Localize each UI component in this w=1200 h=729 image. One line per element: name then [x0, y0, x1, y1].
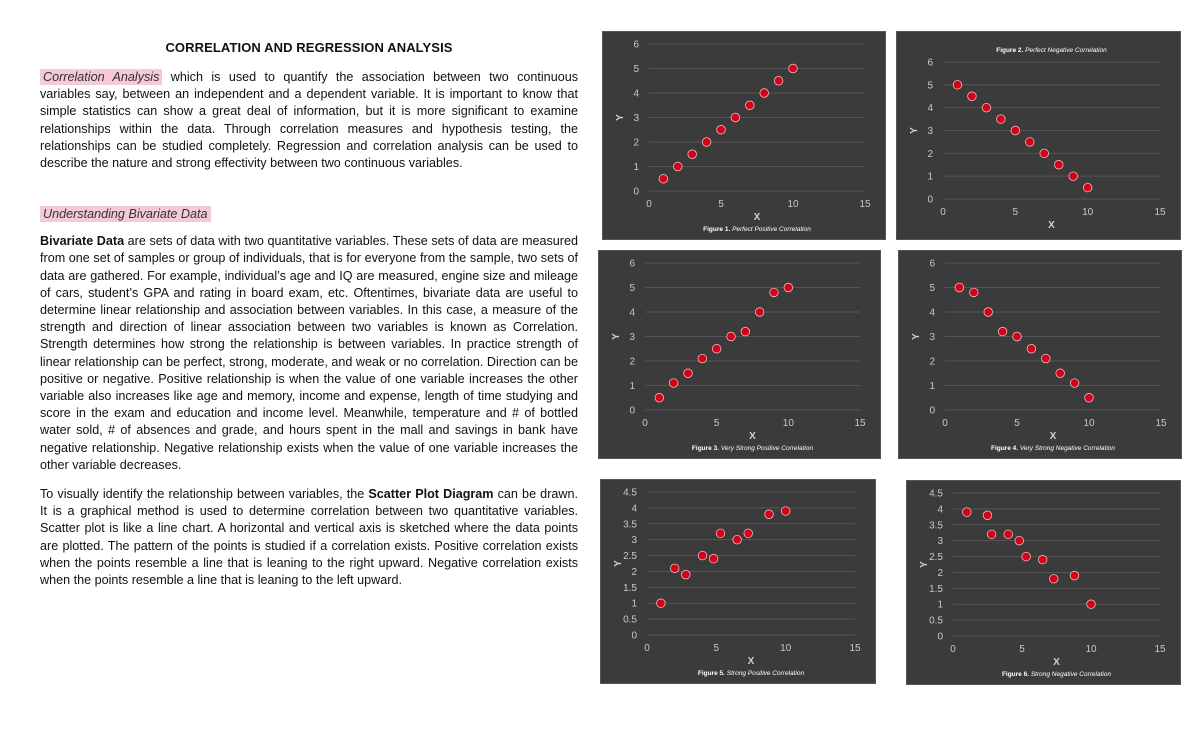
data-point [953, 81, 962, 90]
data-point [744, 529, 753, 538]
figure-caption [692, 445, 814, 452]
x-axis-label: X [749, 431, 756, 442]
x-tick-label: 15 [849, 643, 861, 654]
y-tick-label: 2 [927, 148, 933, 160]
y-tick-label: 0 [929, 405, 935, 417]
y-tick-label: 1 [631, 598, 637, 610]
data-point [789, 64, 798, 73]
data-point [709, 554, 718, 563]
bivariate-text: are sets of data with two quantitative variables. These sets of data are measured from one set of samples or group of individuals, that is for everyone from the sample, two sets of data are gathered. For example, individual’s age and IQ are measured, engine size and mileage of cars, student’s GPA and rating in board exam, etc. Oftentimes, bivariate data are useful to determine linear relationship and association between variables. In this case, a measure of the strength and direction of linear association between two variables is known as Correlation. Strength determines how strong the relationship is between variables. In practice strength of linear relationship can be perfect, strong, moderate, and weak or no correlation. Direction can be positive or negative. Positive relationship is when the value of one variable increases the other variable also increases like age and memory, income and expense, length of time studying and score in the exam and education and income level. Meanwhile, temperature and # of bottled water sold, # of absences and grade, and hours spent in the mall and savings in bank have negative relationship. Negative relationship exists when the value of one variable increases the other variable decreases. [40, 234, 578, 472]
figure-label: Figure 1. [703, 226, 733, 233]
data-point [983, 511, 992, 520]
highlight-understanding-bivariate: Understanding Bivariate Data [40, 206, 211, 222]
y-tick-label: 6 [633, 39, 639, 51]
data-point [659, 174, 668, 183]
figure-3-chart [598, 250, 881, 459]
data-point [669, 379, 678, 388]
scatter-paragraph [40, 486, 578, 589]
y-tick-label: 5 [633, 64, 639, 75]
y-tick-label: 4 [631, 503, 637, 515]
x-axis-label: X [1049, 431, 1057, 442]
scatter-plot-term: Scatter Plot Diagram [368, 487, 494, 502]
y-tick-label: 0 [633, 186, 639, 198]
x-tick-label: 15 [1155, 418, 1167, 429]
y-tick-label: 4.5 [623, 487, 637, 499]
data-point [987, 530, 996, 539]
x-tick-label: 10 [1082, 207, 1094, 218]
page-title: CORRELATION AND REGRESSION ANALYSIS [165, 40, 453, 55]
data-point [1011, 126, 1020, 135]
data-point [982, 103, 991, 112]
intro-text: which is used to quantify the association between two continuous variables say, between an independent and a dependent variable. It is important to know that simple statistics can show a great deal of information, but it is more significant to examine relationships within the data. Through correlation measures and hypothesis testing, the relationships can be studied completely. Regression and correlation analysis can be used to describe the nature and strong effectivity between two continuous variables. [40, 70, 578, 171]
y-tick-label: 3 [629, 332, 635, 343]
figure-caption [991, 445, 1115, 452]
chart-4-svg [899, 251, 1181, 458]
x-axis-label: X [753, 212, 761, 223]
data-point [781, 507, 790, 516]
data-point [670, 564, 679, 573]
x-tick-label: 10 [782, 418, 794, 429]
chart-2-svg [897, 32, 1180, 239]
x-tick-label: 5 [1012, 207, 1019, 218]
data-point [655, 393, 664, 402]
data-point [1085, 393, 1094, 402]
y-tick-label: 1 [929, 381, 935, 392]
x-tick-label: 15 [1154, 644, 1166, 655]
y-tick-label: 4 [937, 504, 943, 516]
data-point [784, 283, 793, 292]
data-point [717, 125, 726, 134]
y-tick-label: 2.5 [623, 551, 637, 563]
x-axis-label: X [747, 656, 755, 667]
x-axis-label: X [1053, 657, 1060, 668]
figure-label: Figure 4. [990, 445, 1020, 452]
data-point [1070, 379, 1079, 388]
y-tick-label: 1 [633, 162, 639, 173]
y-tick-label: 2 [929, 356, 935, 368]
data-point [774, 76, 783, 85]
data-point [1069, 172, 1078, 181]
y-tick-label: 3 [929, 332, 935, 343]
y-axis-label: Y [611, 333, 622, 340]
y-tick-label: 6 [927, 57, 933, 69]
data-point [746, 101, 755, 110]
figure-label: Figure 2. [996, 47, 1026, 54]
data-point [712, 344, 721, 353]
data-point [1004, 530, 1013, 539]
section-heading [40, 205, 578, 223]
y-axis-label: Y [911, 333, 922, 340]
data-point [765, 510, 774, 519]
y-tick-label: 4 [633, 88, 639, 100]
y-axis-label: Y [909, 127, 920, 134]
x-tick-label: 5 [1014, 418, 1020, 429]
figure-caption [996, 47, 1107, 54]
figure-title: Strong Negative Correlation [1030, 671, 1112, 678]
data-point [970, 288, 979, 297]
x-tick-label: 0 [646, 199, 652, 210]
y-tick-label: 0 [927, 194, 933, 206]
x-tick-label: 5 [1019, 644, 1025, 655]
chart-1-svg [603, 32, 885, 239]
figure-title: Perfect Positive Correlation [732, 226, 811, 233]
figure-caption [698, 670, 805, 677]
data-point [1056, 369, 1065, 378]
x-tick-label: 0 [642, 418, 648, 429]
data-point [1040, 149, 1049, 158]
y-tick-label: 2 [633, 137, 639, 149]
y-tick-label: 1.5 [929, 583, 943, 595]
figure-caption [703, 226, 811, 233]
chart-5-svg [601, 480, 875, 683]
y-tick-label: 3 [937, 536, 943, 548]
x-tick-label: 0 [942, 418, 948, 429]
document-body [40, 40, 578, 589]
y-axis-label: Y [919, 561, 930, 568]
data-point [727, 332, 736, 341]
data-point [657, 599, 666, 608]
y-tick-label: 2 [937, 567, 943, 579]
figure-2-chart [896, 31, 1181, 240]
data-point [1083, 183, 1092, 192]
bivariate-term: Bivariate Data [40, 234, 125, 249]
y-tick-label: 3.5 [623, 519, 637, 531]
data-point [1027, 344, 1036, 353]
figure-title: Perfect Negative Correlation [1025, 47, 1107, 54]
data-point [1070, 571, 1079, 580]
data-point [741, 327, 750, 336]
data-point [997, 115, 1006, 124]
data-point [688, 150, 697, 159]
bivariate-paragraph [40, 233, 578, 474]
data-point [731, 113, 740, 122]
y-tick-label: 4 [629, 307, 635, 319]
y-tick-label: 0 [631, 630, 637, 642]
data-point [1054, 160, 1063, 169]
figure-5-chart [600, 479, 876, 684]
y-tick-label: 3 [633, 113, 639, 124]
intro-paragraph [40, 69, 578, 172]
figure-6-chart [906, 480, 1181, 685]
y-axis-label: Y [615, 114, 626, 121]
figure-label: Figure 5. [697, 670, 727, 677]
data-point [1087, 600, 1096, 609]
y-tick-label: 2 [629, 356, 635, 368]
data-point [1038, 555, 1047, 564]
data-point [1013, 332, 1022, 341]
figure-label: Figure 3. [691, 445, 721, 452]
y-axis-label: Y [613, 560, 624, 567]
x-tick-label: 15 [1154, 207, 1166, 218]
data-point [760, 89, 769, 98]
y-tick-label: 5 [927, 80, 933, 92]
figure-title: Very Strong Negative Correlation [1019, 445, 1116, 452]
y-tick-label: 6 [929, 258, 935, 270]
data-point [963, 508, 972, 517]
y-tick-label: 2.5 [929, 552, 943, 564]
y-tick-label: 5 [629, 283, 635, 294]
y-tick-label: 0 [937, 631, 943, 643]
figure-4-chart [898, 250, 1182, 459]
data-point [755, 308, 764, 317]
chart-6-svg [907, 481, 1180, 684]
x-tick-label: 10 [1085, 644, 1097, 655]
x-tick-label: 10 [787, 199, 799, 210]
data-point [1042, 354, 1051, 363]
y-tick-label: 0.5 [623, 614, 637, 626]
x-tick-label: 0 [940, 207, 946, 218]
y-tick-label: 4.5 [929, 488, 943, 500]
y-tick-label: 3 [631, 535, 637, 547]
data-point [684, 369, 693, 378]
x-tick-label: 0 [644, 643, 650, 654]
y-tick-label: 6 [629, 258, 635, 270]
figure-title: Strong Positive Correlation [726, 670, 805, 677]
y-tick-label: 0 [629, 405, 635, 417]
data-point [698, 354, 707, 363]
data-point [674, 162, 683, 171]
x-tick-label: 10 [780, 643, 792, 654]
x-tick-label: 15 [859, 199, 871, 210]
scatter-text-before: To visually identify the relationship between variables, the [40, 487, 369, 502]
data-point [698, 551, 707, 560]
data-point [968, 92, 977, 101]
y-tick-label: 1 [629, 381, 635, 392]
data-point [716, 529, 725, 538]
scatter-text-after: can be drawn. It is a graphical method is used to determine correlation between two quantitative variables. Scatter plot is like a line chart. A horizontal and vertical axis is sketched where the data points are plotted. The pattern of the points is studied if a correlation exists. Positive correlation exists when the points resemble a line that is leaning to the right upward. Negative correlation exists when the points resemble a line that is leaning to the left upward. [40, 487, 578, 588]
figure-caption [1002, 671, 1112, 678]
y-tick-label: 1 [937, 599, 943, 611]
y-tick-label: 1 [927, 171, 933, 183]
y-tick-label: 1.5 [623, 582, 637, 594]
chart-3-svg [599, 251, 880, 458]
data-point [1015, 536, 1024, 545]
data-point [682, 570, 691, 579]
figure-label: Figure 6. [1001, 671, 1031, 678]
y-tick-label: 5 [929, 283, 935, 294]
data-point [1022, 552, 1031, 561]
x-tick-label: 5 [713, 418, 720, 429]
y-tick-label: 0.5 [929, 615, 943, 627]
data-point [1026, 138, 1035, 147]
data-point [733, 535, 742, 544]
data-point [770, 288, 779, 297]
x-tick-label: 10 [1083, 418, 1095, 429]
data-point [998, 327, 1007, 336]
data-point [984, 308, 993, 317]
figure-title: Very Strong Positive Correlation [720, 445, 814, 452]
highlight-correlation-analysis: Correlation Analysis [40, 69, 162, 85]
data-point [1049, 575, 1058, 584]
figure-1-chart [602, 31, 886, 240]
y-tick-label: 3.5 [929, 520, 943, 532]
y-tick-label: 4 [929, 307, 935, 319]
data-point [702, 138, 711, 147]
x-tick-label: 5 [718, 199, 724, 210]
y-tick-label: 3 [927, 126, 933, 137]
x-tick-label: 5 [713, 643, 720, 654]
x-axis-label: X [1048, 220, 1055, 231]
data-point [955, 283, 964, 292]
x-tick-label: 0 [950, 644, 956, 655]
y-tick-label: 4 [927, 103, 933, 115]
y-tick-label: 2 [631, 566, 637, 578]
x-tick-label: 15 [854, 418, 866, 429]
